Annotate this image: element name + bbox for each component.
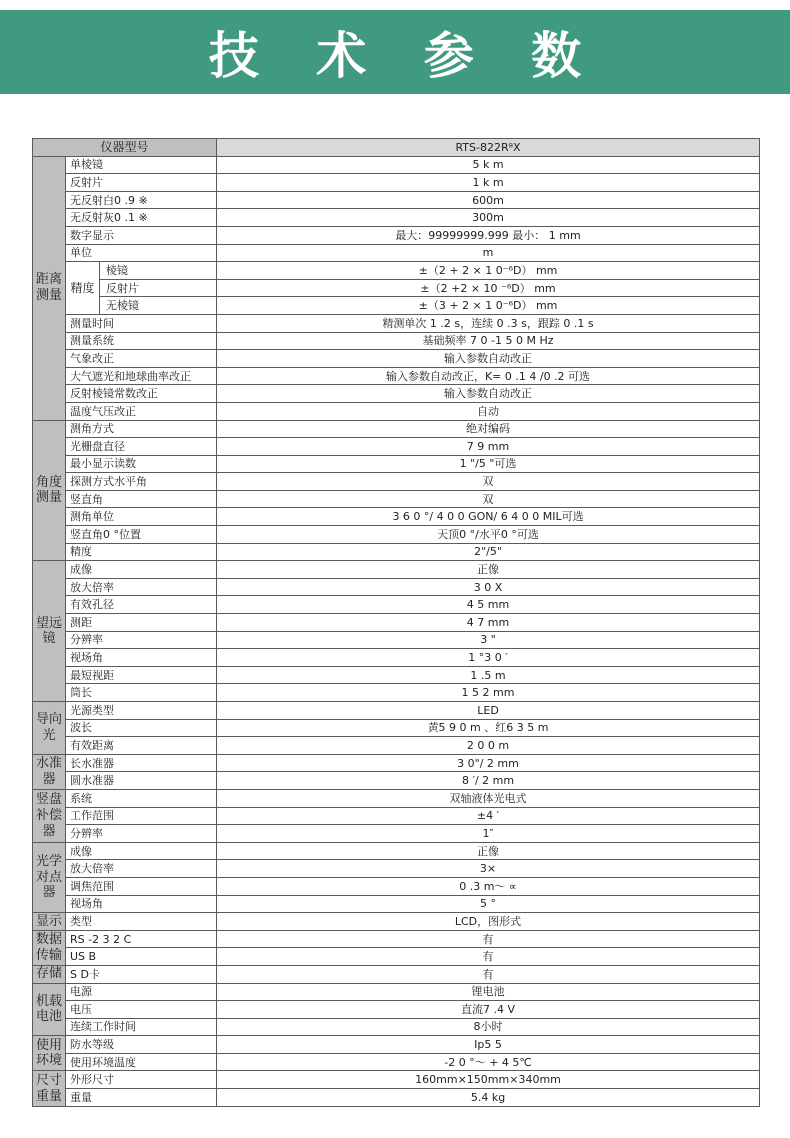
spec-value: 2 0 0 m xyxy=(217,737,760,755)
spec-value: 1 5 2 mm xyxy=(217,684,760,702)
spec-item: 反射棱镜常数改正 xyxy=(66,385,217,403)
section-label: 数据传输 xyxy=(33,930,66,965)
section-label: 角度测量 xyxy=(33,420,66,561)
spec-row xyxy=(33,666,760,684)
header-row xyxy=(33,139,760,157)
spec-value: 输入参数自动改正，K= 0 .1 4 /0 .2 可选 xyxy=(217,367,760,385)
spec-value: 8 ′/ 2 mm xyxy=(217,772,760,790)
spec-item: 有效孔径 xyxy=(66,596,217,614)
model-value: RTS-822R⁸X xyxy=(217,139,760,157)
spec-value: 自动 xyxy=(217,402,760,420)
spec-item: 测量系统 xyxy=(66,332,217,350)
spec-row xyxy=(33,526,760,544)
spec-value: 基础频率 7 0 -1 5 0 M Hz xyxy=(217,332,760,350)
spec-value: 3 6 0 °/ 4 0 0 GON/ 6 4 0 0 MIL可选 xyxy=(217,508,760,526)
spec-row xyxy=(33,226,760,244)
spec-row xyxy=(33,1001,760,1019)
spec-row xyxy=(33,1071,760,1089)
spec-value: 输入参数自动改正 xyxy=(217,350,760,368)
spec-row xyxy=(33,965,760,983)
section-label: 光学对点器 xyxy=(33,842,66,912)
spec-item: 大气遮光和地球曲率改正 xyxy=(66,367,217,385)
title-banner xyxy=(0,10,790,94)
spec-item: 波长 xyxy=(66,719,217,737)
spec-row xyxy=(33,508,760,526)
spec-item: 无棱镜 xyxy=(100,297,217,315)
spec-item: S D卡 xyxy=(66,965,217,983)
spec-item: 防水等级 xyxy=(66,1036,217,1054)
section-label: 显示 xyxy=(33,913,66,931)
spec-value: 0 .3 m～ ∝ xyxy=(217,877,760,895)
spec-item: 温度气压改正 xyxy=(66,402,217,420)
section-label: 望远镜 xyxy=(33,561,66,702)
group-label: 精度 xyxy=(66,262,100,315)
spec-value: 5 ° xyxy=(217,895,760,913)
spec-row xyxy=(33,402,760,420)
spec-item: 圆水准器 xyxy=(66,772,217,790)
spec-item: 工作范围 xyxy=(66,807,217,825)
spec-row xyxy=(33,614,760,632)
spec-item: 测角单位 xyxy=(66,508,217,526)
spec-item: 成像 xyxy=(66,842,217,860)
section-label: 机载电池 xyxy=(33,983,66,1036)
spec-row xyxy=(33,455,760,473)
spec-row xyxy=(33,332,760,350)
spec-value: 1 k m xyxy=(217,174,760,192)
spec-table xyxy=(32,138,760,1107)
spec-row xyxy=(33,772,760,790)
spec-item: 放大倍率 xyxy=(66,860,217,878)
spec-row xyxy=(33,737,760,755)
spec-row xyxy=(33,825,760,843)
spec-value: 2"/5" xyxy=(217,543,760,561)
spec-item: 测角方式 xyxy=(66,420,217,438)
spec-row xyxy=(33,367,760,385)
spec-value: ±（2 +2 × 10 ⁻⁶D） mm xyxy=(217,279,760,297)
spec-value: 黄5 9 0 m 、红6 3 5 m xyxy=(217,719,760,737)
spec-item: 最短视距 xyxy=(66,666,217,684)
spec-row xyxy=(33,490,760,508)
spec-item: 电源 xyxy=(66,983,217,1001)
spec-value: 5.4 kg xyxy=(217,1089,760,1107)
spec-row xyxy=(33,420,760,438)
spec-value: 3 0 X xyxy=(217,578,760,596)
spec-item: 使用环境温度 xyxy=(66,1053,217,1071)
spec-value: 3 0"/ 2 mm xyxy=(217,754,760,772)
spec-row xyxy=(33,1053,760,1071)
spec-row xyxy=(33,385,760,403)
spec-row xyxy=(33,754,760,772)
spec-row xyxy=(33,983,760,1001)
spec-value: 3 " xyxy=(217,631,760,649)
spec-row xyxy=(33,877,760,895)
spec-value: 双轴液体光电式 xyxy=(217,789,760,807)
spec-value: 1″ xyxy=(217,825,760,843)
section-label: 尺寸重量 xyxy=(33,1071,66,1106)
spec-value: 最大：99999999.999 最小： 1 mm xyxy=(217,226,760,244)
spec-value: 有 xyxy=(217,948,760,966)
spec-value: 600m xyxy=(217,191,760,209)
spec-value: 天顶0 °/水平0 °可选 xyxy=(217,526,760,544)
spec-item: 放大倍率 xyxy=(66,578,217,596)
spec-item: 气象改正 xyxy=(66,350,217,368)
section-label: 存储 xyxy=(33,965,66,983)
spec-row xyxy=(33,948,760,966)
spec-item: 视场角 xyxy=(66,895,217,913)
spec-item: 反射片 xyxy=(100,279,217,297)
spec-value: 160mm×150mm×340mm xyxy=(217,1071,760,1089)
spec-value: 1 "/5 "可选 xyxy=(217,455,760,473)
spec-item: 电压 xyxy=(66,1001,217,1019)
spec-item: 重量 xyxy=(66,1089,217,1107)
spec-item: 有效距离 xyxy=(66,737,217,755)
spec-row xyxy=(33,314,760,332)
spec-value: 有 xyxy=(217,930,760,948)
spec-row xyxy=(33,807,760,825)
spec-value: 1 °3 0 ′ xyxy=(217,649,760,667)
spec-row xyxy=(33,297,760,315)
spec-item: 单位 xyxy=(66,244,217,262)
spec-value: 直流7 .4 V xyxy=(217,1001,760,1019)
spec-item: 调焦范围 xyxy=(66,877,217,895)
spec-item: 光栅盘直径 xyxy=(66,438,217,456)
spec-item: 视场角 xyxy=(66,649,217,667)
spec-row xyxy=(33,860,760,878)
spec-row xyxy=(33,156,760,174)
spec-value: 3× xyxy=(217,860,760,878)
spec-row xyxy=(33,578,760,596)
spec-row xyxy=(33,262,760,280)
spec-value: 有 xyxy=(217,965,760,983)
spec-row xyxy=(33,913,760,931)
spec-row xyxy=(33,895,760,913)
spec-item: 系统 xyxy=(66,789,217,807)
spec-value: 精测单次 1 .2 s，连续 0 .3 s，跟踪 0 .1 s xyxy=(217,314,760,332)
spec-item: 棱镜 xyxy=(100,262,217,280)
spec-value: ±4 ′ xyxy=(217,807,760,825)
spec-item: 分辨率 xyxy=(66,631,217,649)
spec-item: 竖直角0 °位置 xyxy=(66,526,217,544)
spec-row xyxy=(33,702,760,720)
spec-value: 8小时 xyxy=(217,1018,760,1036)
spec-value: 正像 xyxy=(217,842,760,860)
spec-item: 类型 xyxy=(66,913,217,931)
spec-item: 外形尺寸 xyxy=(66,1071,217,1089)
spec-value: LCD，图形式 xyxy=(217,913,760,931)
spec-item: 无反射灰0 .1 ※ xyxy=(66,209,217,227)
section-label: 导向光 xyxy=(33,702,66,755)
spec-item: 长水准器 xyxy=(66,754,217,772)
spec-value: Ip5 5 xyxy=(217,1036,760,1054)
section-label: 距离测量 xyxy=(33,156,66,420)
spec-item: US B xyxy=(66,948,217,966)
spec-item: 连续工作时间 xyxy=(66,1018,217,1036)
spec-value: 4 5 mm xyxy=(217,596,760,614)
spec-item: 测量时间 xyxy=(66,314,217,332)
page-title: 技 术 参 数 xyxy=(208,27,602,85)
spec-item: 分辨率 xyxy=(66,825,217,843)
spec-row xyxy=(33,596,760,614)
spec-value: 5 k m xyxy=(217,156,760,174)
section-label: 使用环境 xyxy=(33,1036,66,1071)
spec-item: 无反射白0 .9 ※ xyxy=(66,191,217,209)
spec-value: 锂电池 xyxy=(217,983,760,1001)
spec-value: 输入参数自动改正 xyxy=(217,385,760,403)
spec-value: 双 xyxy=(217,473,760,491)
spec-row xyxy=(33,1089,760,1107)
spec-item: 筒长 xyxy=(66,684,217,702)
spec-row xyxy=(33,244,760,262)
spec-row xyxy=(33,209,760,227)
spec-row xyxy=(33,191,760,209)
spec-row xyxy=(33,631,760,649)
section-label: 水准器 xyxy=(33,754,66,789)
spec-row xyxy=(33,719,760,737)
spec-item: 测距 xyxy=(66,614,217,632)
spec-item: 反射片 xyxy=(66,174,217,192)
spec-item: 数字显示 xyxy=(66,226,217,244)
spec-value: 绝对编码 xyxy=(217,420,760,438)
spec-value: 4 7 mm xyxy=(217,614,760,632)
spec-item: 成像 xyxy=(66,561,217,579)
spec-item: 最小显示读数 xyxy=(66,455,217,473)
spec-row xyxy=(33,561,760,579)
spec-value: 正像 xyxy=(217,561,760,579)
spec-item: 单棱镜 xyxy=(66,156,217,174)
spec-row xyxy=(33,1018,760,1036)
spec-value: 300m xyxy=(217,209,760,227)
spec-row xyxy=(33,438,760,456)
spec-value: LED xyxy=(217,702,760,720)
spec-value: ±（3 + 2 × 1 0⁻⁶D） mm xyxy=(217,297,760,315)
spec-item: RS -2 3 2 C xyxy=(66,930,217,948)
spec-row xyxy=(33,684,760,702)
spec-row xyxy=(33,789,760,807)
spec-item: 探测方式水平角 xyxy=(66,473,217,491)
spec-row xyxy=(33,473,760,491)
spec-row xyxy=(33,1036,760,1054)
model-label: 仪器型号 xyxy=(33,139,217,157)
spec-value: 1 .5 m xyxy=(217,666,760,684)
spec-item: 光源类型 xyxy=(66,702,217,720)
spec-value: ±（2 + 2 × 1 0⁻⁶D） mm xyxy=(217,262,760,280)
spec-value: -2 0 °～ + 4 5℃ xyxy=(217,1053,760,1071)
spec-row xyxy=(33,543,760,561)
spec-value: 7 9 mm xyxy=(217,438,760,456)
spec-value: 双 xyxy=(217,490,760,508)
spec-item: 精度 xyxy=(66,543,217,561)
spec-value: m xyxy=(217,244,760,262)
spec-row xyxy=(33,842,760,860)
spec-item: 竖直角 xyxy=(66,490,217,508)
spec-row xyxy=(33,930,760,948)
spec-row xyxy=(33,279,760,297)
spec-row xyxy=(33,174,760,192)
spec-row xyxy=(33,649,760,667)
spec-row xyxy=(33,350,760,368)
section-label: 竖盘补偿器 xyxy=(33,789,66,842)
